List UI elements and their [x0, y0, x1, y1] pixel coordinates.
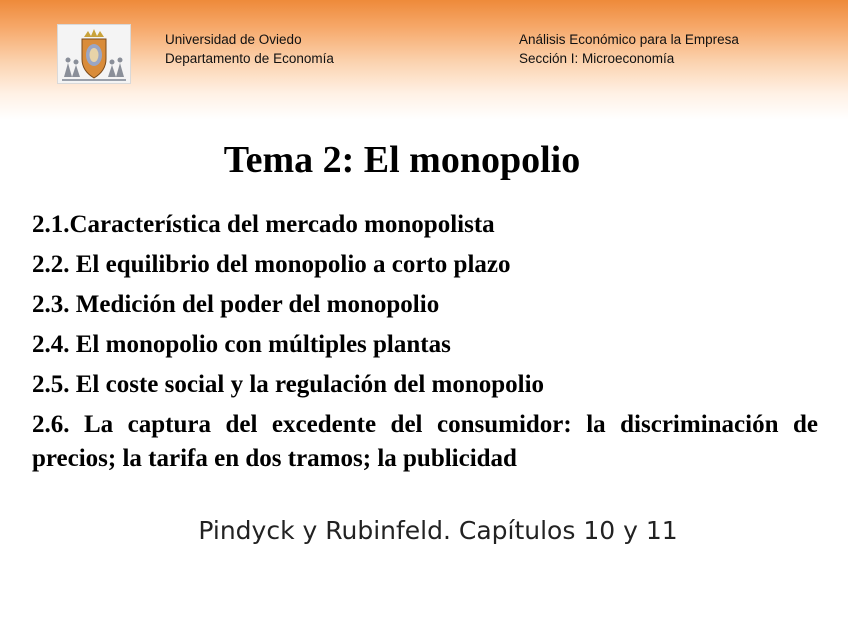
bibliography-reference: Pindyck y Rubinfeld. Capítulos 10 y 11	[198, 516, 678, 545]
topic-item: 2.1.Característica del mercado monopolista	[32, 211, 495, 238]
topic-item: 2.2. El equilibrio del monopolio a corto plazo	[32, 251, 511, 278]
department-name: Departamento de Economía	[165, 51, 334, 66]
course-header	[519, 30, 739, 68]
slide-title: Tema 2: El monopolio	[223, 139, 581, 181]
topic-item: 2.4. El monopolio con múltiples plantas	[32, 331, 451, 358]
university-name: Universidad de Oviedo	[165, 32, 302, 47]
university-crest-icon	[57, 24, 131, 84]
institution-header	[165, 30, 334, 68]
topic-item: 2.3. Medición del poder del monopolio	[32, 291, 440, 318]
topic-item: 2.6. La captura del excedente del consumidor: la discriminación de precios; la tarifa en dos tramos; la publicidad	[32, 411, 818, 472]
course-name: Análisis Económico para la Empresa	[519, 32, 739, 47]
topic-list	[32, 208, 818, 483]
topic-item: 2.5. El coste social y la regulación del monopolio	[32, 371, 545, 398]
section-name: Sección I: Microeconomía	[519, 51, 675, 66]
